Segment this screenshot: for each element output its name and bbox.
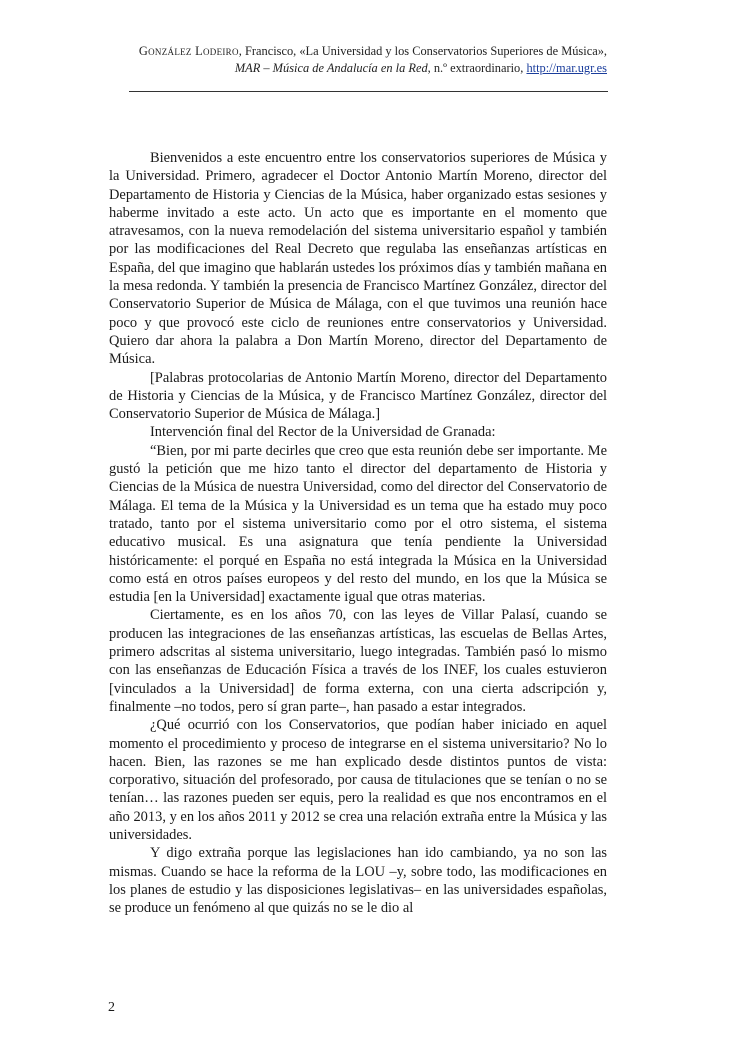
running-header [127, 43, 607, 77]
paragraph: Y digo extraña porque las legislaciones han ido cambiando, ya no son las mismas. Cuando se hace la reforma de la LOU –y, sobre todo, las modificaciones en los planes de estudio y las disposiciones legislativas– en las universidades españolas, se produce un fenómeno al que quizás no se le dio al [109, 845, 607, 917]
paragraph: Intervención final del Rector de la Universidad de Granada: [150, 424, 496, 441]
header-issue: , n.º extraordinario, [427, 61, 527, 75]
paragraph: Ciertamente, es en los años 70, con las leyes de Villar Palasí, cuando se producen las integraciones de las enseñanzas artísticas, las escuelas de Bellas Artes, primero adscritas al sistema universitario, luego integradas. También pasó lo mismo con las enseñanzas de Educación Física a través de los INEF, los cuales estuvieron [vinculados a la Universidad] de forma externa, con una cierta adscripción y, finalmente –no todos, pero sí gran parte–, han pasado a estar integrados. [109, 607, 607, 715]
paragraph: Bienvenidos a este encuentro entre los conservatorios superiores de Música y la Universidad. Primero, agradecer el Doctor Antonio Martín Moreno, director del Departamento de Historia y Ciencias de la Música, haber organizado estas sesiones y haberme invitado a este acto. Un acto que es importante en el momento que atravesamos, con la nueva remodelación del sistema universitario español y también por las modificaciones del Real Decreto que regulaba las enseñanzas artísticas en España, del que imagino que hablarán ustedes los próximos días y también mañana en la mesa redonda. Y también la presencia de Francisco Martínez González, director del Conservatorio Superior de Música de Málaga, con el que tuvimos una reunión hace poco y que provocó este ciclo de reuniones entre conservatorios y Universidad. Quiero dar ahora la palabra a Don Martín Moreno, director del Departamento de Música. [109, 150, 607, 368]
document-body [109, 149, 607, 917]
paragraph: “Bien, por mi parte decirles que creo que esta reunión debe ser importante. Me gustó la petición que me hizo tanto el director del departamento de Historia y Ciencias de la Música de nuestra Universidad, como del director del Conservatorio de Málaga. El tema de la Música y la Universidad es un tema que ha estado muy poco tratado, tanto por el sistema universitario como por el otro sistema, el sistema educativo musical. Es una asignatura que tenía pendiente la Universidad históricamente: el porqué en España no está integrada la Música en la Universidad como está en otros países europeos y del resto del mundo, en los que la Música se estudia [en la Universidad] exactamente igual que otras materias. [109, 442, 607, 606]
header-author: González Lodeiro [138, 44, 239, 58]
header-url-link[interactable]: http://mar.ugr.es [526, 61, 607, 75]
paragraph: ¿Qué ocurrió con los Conservatorios, que podían haber iniciado en aquel momento el procedimiento y proceso de integrarse en el sistema universitario? No lo hacen. Bien, las razones se me han explicado desde distintos puntos de vista: corporativo, situación del profesorado, por causa de titulaciones que se tenían o no se tenían… las razones pueden ser equis, pero la realidad es que nos encontramos en el año 2013, y en los años 2011 y 2012 se crea una relación extraña entre la Música y las universidades. [109, 717, 607, 843]
header-journal: MAR – Música de Andalucía en la Red [234, 61, 428, 75]
paragraph: [Palabras protocolarias de Antonio Martín Moreno, director del Departamento de Historia y Ciencias de la Música, y de Francisco Martínez González, director del Conservatorio Superior de Música de Málaga.] [109, 369, 607, 423]
header-divider [129, 91, 608, 92]
header-journal-line [127, 60, 607, 77]
header-citation-line [127, 43, 607, 60]
page-number: 2 [108, 1000, 115, 1015]
header-citation: , Francisco, «La Universidad y los Conservatorios Superiores de Música», [238, 44, 607, 58]
